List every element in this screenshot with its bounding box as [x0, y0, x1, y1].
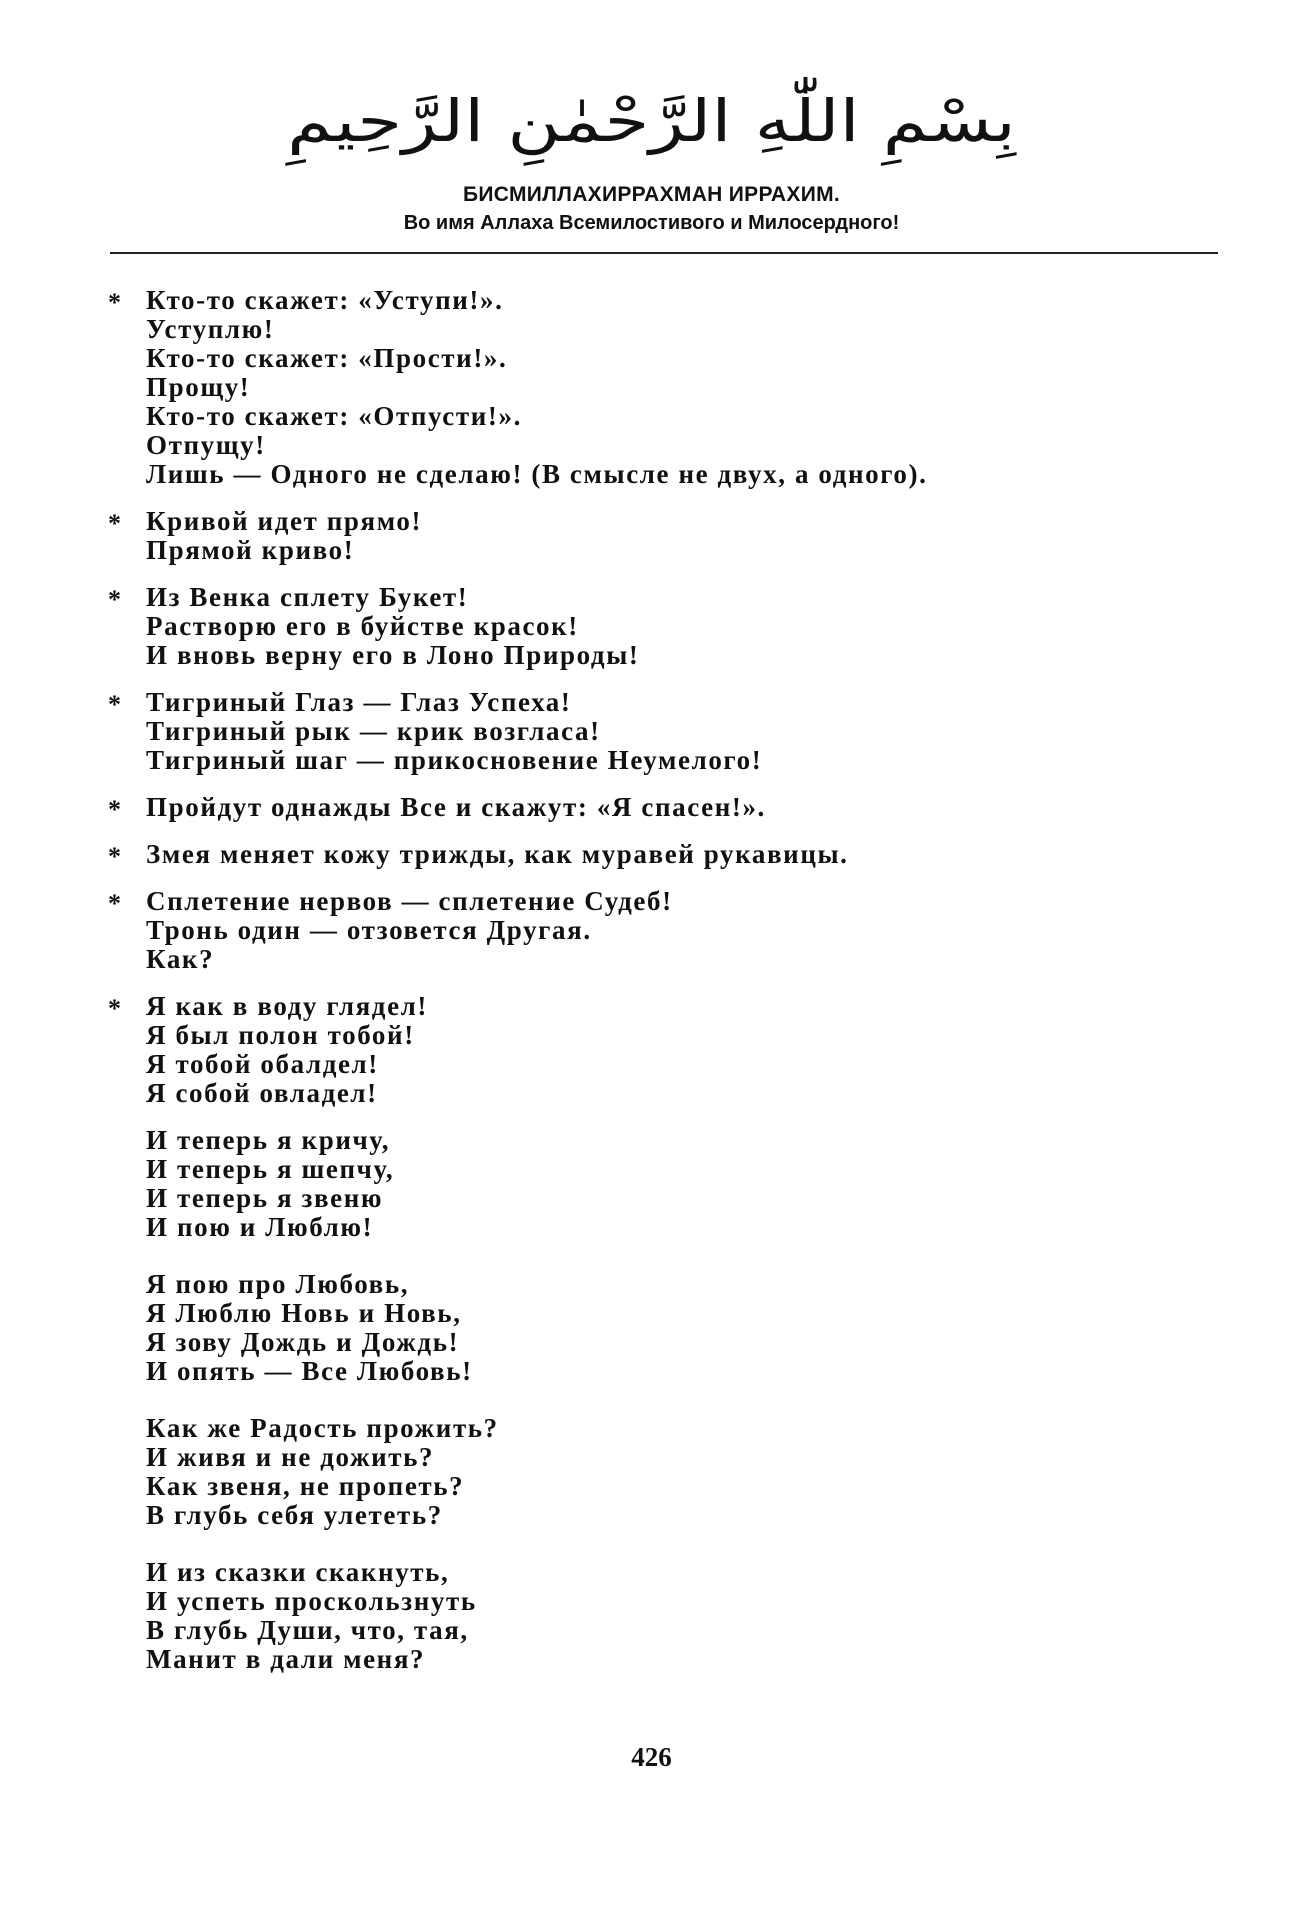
header-subtitle: Во имя Аллаха Всемилостивого и Милосердного!	[403, 212, 900, 234]
poem-line: Как звеня, не пропеть?	[146, 1471, 465, 1501]
poem-line: Кто-то скажет: «Уступи!».	[146, 285, 504, 315]
poem-stanza	[108, 507, 1228, 565]
page-number: 426	[631, 1742, 672, 1772]
stanza-asterisk: *	[108, 288, 123, 317]
poem-line: И из сказки скакнуть,	[146, 1557, 450, 1587]
poem-line: Я тобой обалдел!	[146, 1049, 379, 1079]
poem-line: Я был полон тобой!	[146, 1020, 415, 1050]
poem-stanza	[108, 583, 1228, 670]
poem-line: И теперь я кричу,	[146, 1125, 391, 1155]
poem-line: Я Люблю Новь и Новь,	[146, 1298, 462, 1328]
header-divider	[110, 252, 1218, 254]
poem-line: Прощу!	[146, 372, 251, 402]
poem-line: Змея меняет кожу трижды, как муравей рукавицы.	[146, 839, 849, 869]
poem-line: И теперь я звеню	[146, 1183, 384, 1213]
stanza-asterisk: *	[108, 842, 123, 871]
poem-line: Пройдут однажды Все и скажут: «Я спасен!».	[146, 792, 766, 822]
poem-stanza	[108, 840, 1228, 869]
poem-line: Как же Радость прожить?	[146, 1413, 499, 1443]
poem-line: Лишь — Одного не сделаю! (В смысле не двух, а одного).	[146, 459, 928, 489]
poem-line: Уступлю!	[146, 314, 275, 344]
poem-line: Кто-то скажет: «Прости!».	[146, 343, 508, 373]
stanza-asterisk: *	[108, 994, 123, 1023]
poem-line: Как?	[146, 944, 215, 974]
poem-stanza	[108, 1414, 1228, 1530]
poem-line: Я собой овладел!	[146, 1078, 378, 1108]
poem-line: Тигриный рык — крик возгласа!	[146, 716, 601, 746]
stanza-asterisk: *	[108, 509, 123, 538]
poem-line: В глубь себя улететь?	[146, 1500, 443, 1530]
poem-line: И успеть проскользнуть	[146, 1586, 477, 1616]
poem-line: Я как в воду глядел!	[146, 991, 428, 1021]
poem-line: В глубь Души, что, тая,	[146, 1615, 469, 1645]
poem-line: И вновь верну его в Лоно Природы!	[146, 640, 640, 670]
poem-line: Я зову Дождь и Дождь!	[146, 1327, 460, 1357]
poem-stanza	[108, 992, 1228, 1108]
poem-line: Растворю его в буйстве красок!	[146, 611, 579, 641]
stanza-asterisk: *	[108, 585, 123, 614]
poem-line: Кто-то скажет: «Отпусти!».	[146, 401, 522, 431]
poem-line: И пою и Люблю!	[146, 1212, 374, 1242]
poem-line: Прямой криво!	[146, 535, 355, 565]
poem-stanza	[108, 887, 1228, 974]
poem-line: Я пою про Любовь,	[146, 1269, 410, 1299]
stanza-asterisk: *	[108, 889, 123, 918]
poem-line: И опять — Все Любовь!	[146, 1356, 473, 1386]
poem-stanza	[108, 793, 1228, 822]
poem-line: И теперь я шепчу,	[146, 1154, 395, 1184]
stanza-asterisk: *	[108, 795, 123, 824]
poem-line: Кривой идет прямо!	[146, 506, 423, 536]
poem-stanza	[108, 286, 1228, 489]
poem-stanza	[108, 1126, 1228, 1242]
poem-line: Тигриный шаг — прикосновение Неумелого!	[146, 745, 763, 775]
header-title: БИСМИЛЛАХИРРАХМАН ИРРАХИМ.	[462, 183, 841, 206]
poem-line: Сплетение нервов — сплетение Судеб!	[146, 886, 673, 916]
poem-list	[108, 286, 1228, 1702]
poem-stanza	[108, 1558, 1228, 1674]
poem-line: Тронь один — отзовется Другая.	[146, 915, 592, 945]
poem-stanza	[108, 688, 1228, 775]
poem-stanza	[108, 1270, 1228, 1386]
poem-line: Из Венка сплету Букет!	[146, 582, 469, 612]
basmala-calligraphy: بِسْمِ اللّٰهِ الرَّحْمٰنِ الرَّحِيمِ	[287, 87, 1016, 155]
poem-line: Тигриный Глаз — Глаз Успеха!	[146, 687, 572, 717]
poem-line: И живя и не дожить?	[146, 1442, 435, 1472]
poem-line: Отпущу!	[146, 430, 266, 460]
poem-line: Манит в дали меня?	[146, 1644, 426, 1674]
stanza-asterisk: *	[108, 690, 123, 719]
